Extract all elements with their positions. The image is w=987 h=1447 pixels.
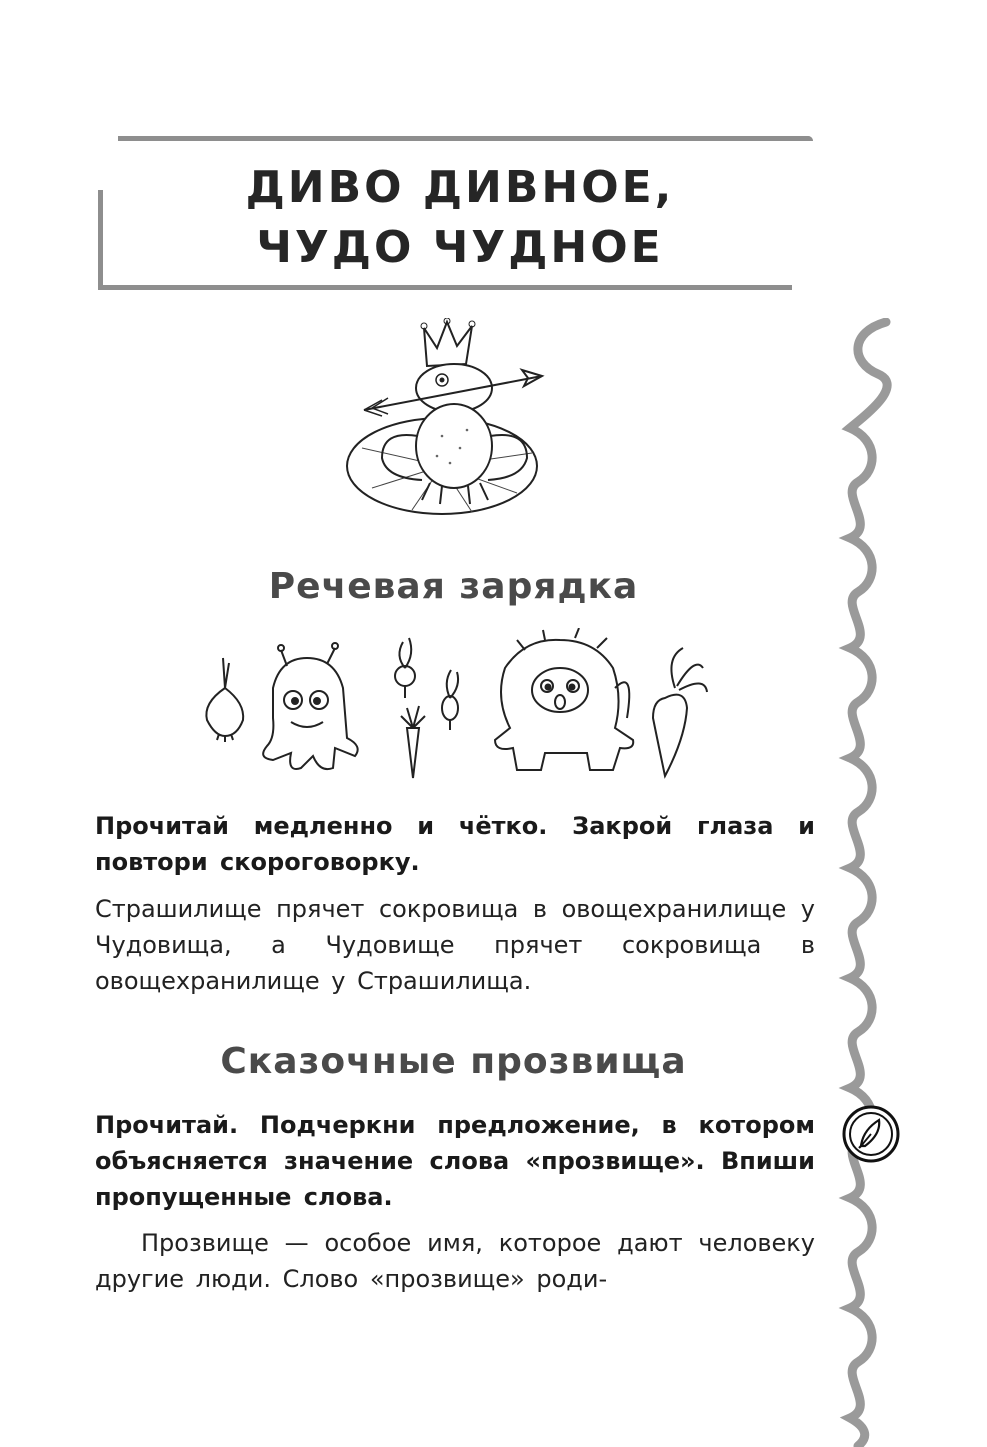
instruction-underline-sentence: Прочитай. Подчеркни предложение, в котором объясняется значение слова «прозвище». Впиши пропущенные слова. (95, 1111, 815, 1211)
title-frame-bottom (98, 285, 792, 290)
frog-prince-illustration (342, 318, 567, 518)
decorative-wave-border (838, 318, 898, 1447)
pen-nib-icon (841, 1104, 901, 1164)
chapter-title: ДИВО ДИВНОЕ, ЧУДО ЧУДНОЕ (245, 162, 675, 273)
section-heading-fairy-nicknames: Сказочные прозвища (220, 1041, 687, 1082)
section-heading-speech-warmup: Речевая зарядка (268, 566, 639, 607)
tongue-twister-text: Страшилище прячет сокровища в овощехранилище у Чудовища, а Чудовище прячет сокровища в овощехранилище у Страшилища. (95, 895, 815, 995)
instruction-read-slowly: Прочитай медленно и чётко. Закрой глаза и повтори скороговорку. (95, 812, 815, 876)
title-frame-left (98, 190, 103, 290)
title-frame-top (118, 136, 813, 141)
nickname-paragraph: Прозвище — особое имя, которое дают человеку другие люди. Слово «прозвище» роди- (95, 1229, 815, 1293)
monsters-and-vegetables-illustration (195, 628, 715, 786)
